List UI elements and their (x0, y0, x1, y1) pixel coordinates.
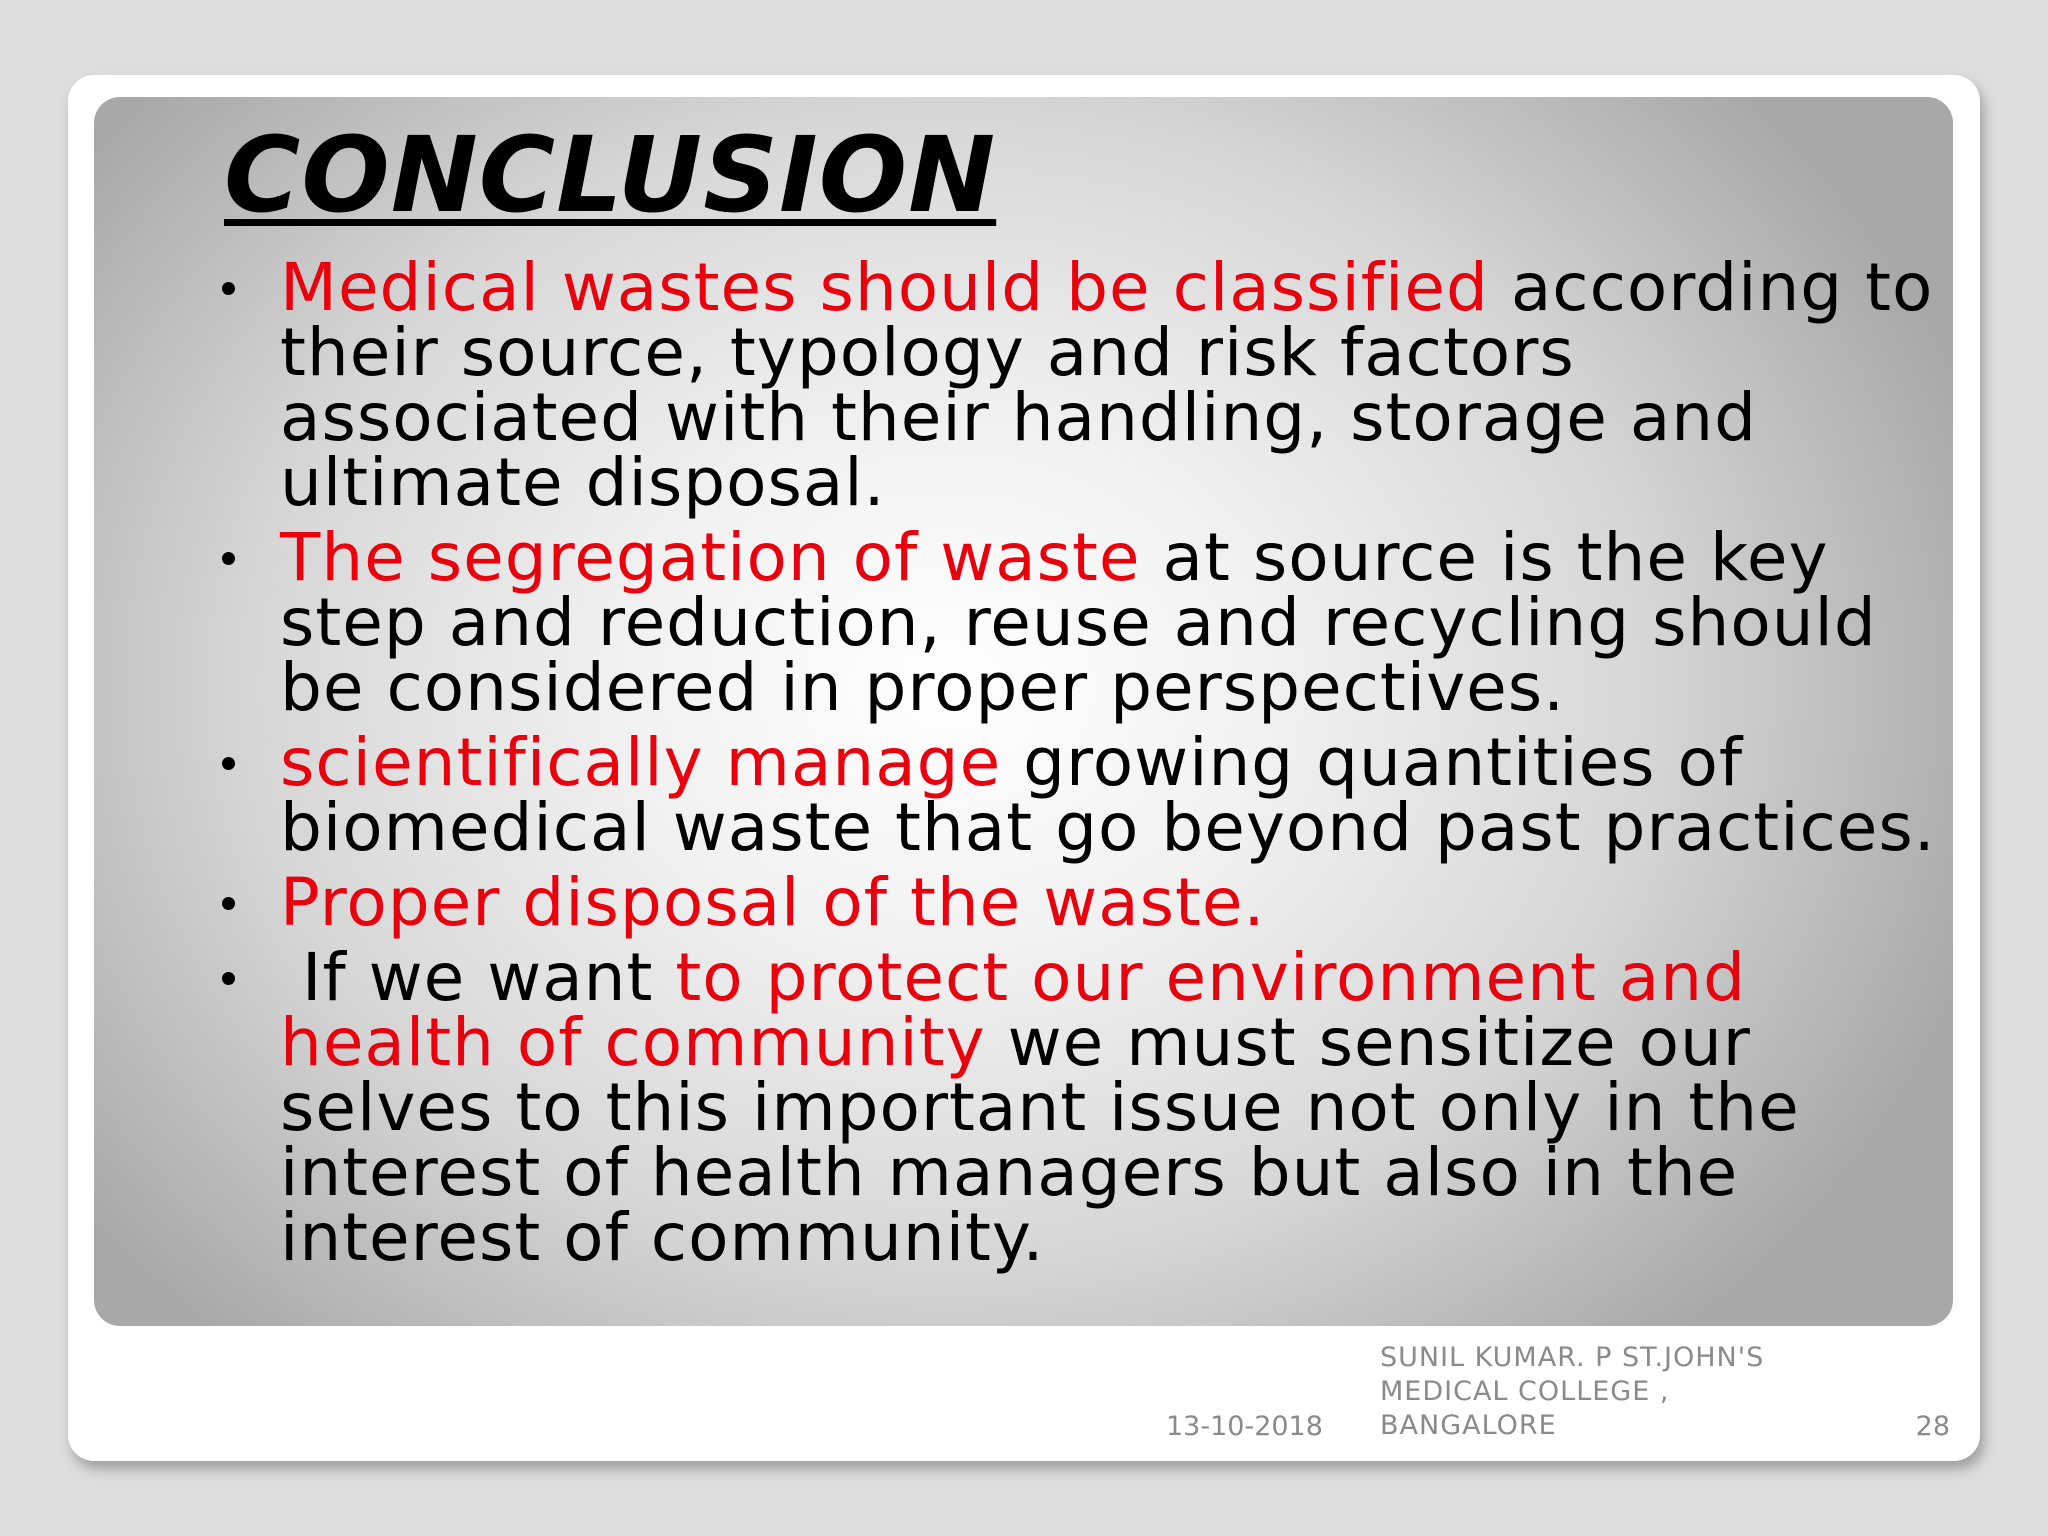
bullet-text: growing quantities of biomedical waste that go beyond past practices. (280, 724, 1936, 866)
slide-title: CONCLUSION (224, 114, 997, 236)
content-panel (94, 97, 1953, 1326)
bullet-text: at source is the key step and reduction, reuse and recycling should be considered in proper perspectives. (280, 519, 1877, 726)
footer-author: SUNIL KUMAR. P ST.JOHN'S MEDICAL COLLEGE , BANGALORE (1380, 1342, 1765, 1441)
bullet-item-proper-disposal (158, 864, 1938, 941)
footer-date: 13-10-2018 (1166, 1411, 1323, 1442)
bullet-icon (222, 552, 235, 565)
page-number: 28 (1915, 1411, 1950, 1442)
bullet-prefix: If we want (280, 939, 676, 1016)
bullet-highlight: Proper disposal of the waste. (280, 864, 1266, 941)
slide (68, 75, 1980, 1461)
bullet-item-scientific-management (158, 724, 1938, 866)
bullet-icon (222, 897, 235, 910)
bullet-icon (222, 757, 235, 770)
bullet-icon (222, 972, 235, 985)
bullet-list (158, 249, 1938, 1276)
bullet-text: we must sensitize our selves to this important issue not only in the interest of health managers but also in the interest of community. (280, 1004, 1800, 1276)
bullet-highlight: The segregation of waste (280, 519, 1141, 596)
bullet-item-segregation (158, 519, 1938, 726)
bullet-icon (222, 282, 235, 295)
bullet-text: according to their source, typology and risk factors associated with their handling, storage and ultimate disposal. (280, 249, 1934, 521)
bullet-highlight: scientifically manage (280, 724, 1002, 801)
bullet-item-classification (158, 249, 1938, 521)
bullet-highlight: Medical wastes should be classified (280, 249, 1489, 326)
bullet-item-environment (158, 939, 1938, 1276)
bullet-highlight: to protect our environment and health of community (280, 939, 1746, 1081)
